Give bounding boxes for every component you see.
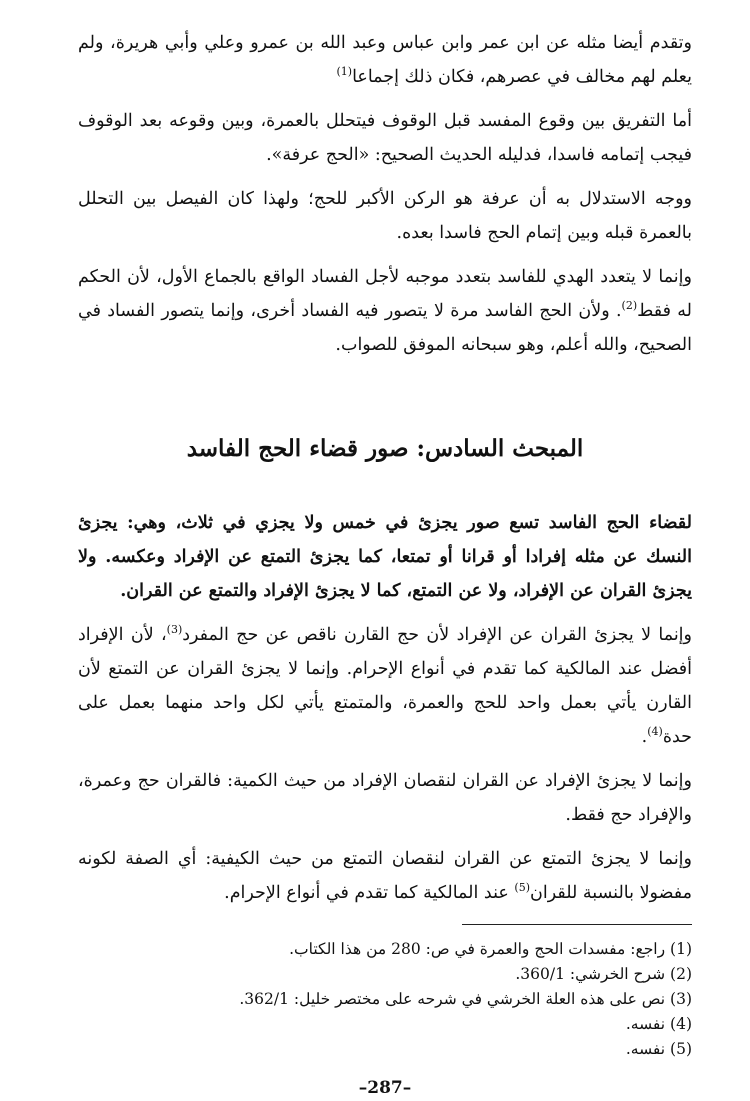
section-heading: المبحث السادس: صور قضاء الحج الفاسد: [186, 435, 584, 462]
footnote-4: (4) نفسه.: [625, 1015, 692, 1033]
paragraph-summary-bold: لقضاء الحج الفاسد تسع صور يجزئ في خمس ولا يجزي في ثلاث، وهي: يجزئ النسك عن مثله إفرادا أو قرانا أو تمتعا، كما يجزئ التمتع عن الإفراد وعكسه. ولا يجزئ القران عن الإفراد، ولا عن التمتع، كما لا يجزئ الإفراد والتمتع عن القران.: [78, 513, 692, 601]
paragraph-istidlal: ووجه الاستدلال به أن عرفة هو الركن الأكبر للحج؛ ولهذا كان الفيصل بين التحلل بالعمرة قبله وبين إتمام الحج فاسدا بعده.: [78, 189, 692, 243]
paragraph-ijma: وتقدم أيضا مثله عن ابن عمر وابن عباس وعبد الله بن عمرو وعلي وأبي هريرة، ولم يعلم لهم مخالف في عصرهم، فكان ذلك إجماعا$^{(1)}$: [78, 33, 692, 87]
footnote-divider: [462, 924, 692, 925]
paragraph-ifrad-qiran: وإنما لا يجزئ الإفراد عن القران لنقصان الإفراد من حيث الكمية: فالقران حج وعمرة، والإفراد حج فقط.: [78, 771, 692, 825]
paragraph-tafriq: أما التفريق بين وقوع المفسد قبل الوقوف فيتحلل بالعمرة، وبين وقوعه بعد الوقوف فيجب إتمامه فاسدا، فدليله الحديث الصحيح: «الحج عرفة».: [78, 111, 692, 165]
footnote-3: (3) نص على هذه العلة الخرشي في شرحه على مختصر خليل: 362/1.: [239, 990, 692, 1008]
paragraph-hady: وإنما لا يتعدد الهدي للفاسد بتعدد موجبه لأجل الفساد الواقع بالجماع الأول، لأن الحكم له فقط$^{(2)}$. ولأن الحج الفاسد مرة لا يتصور فيه الفساد أخرى، وإنما يتصور الفساد في الصحيح، والله أعلم، وهو سبحانه الموفق للصواب.: [78, 267, 692, 355]
page-number: –287–: [358, 1078, 412, 1098]
footnote-2: (2) شرح الخرشي: 360/1.: [515, 965, 692, 983]
paragraph-qiran-ifrad: وإنما لا يجزئ القران عن الإفراد لأن حج القارن ناقص عن حج المفرد$^{(3)}$، لأن الإفراد أفضل عند المالكية كما تقدم في أنواع الإحرام. وإنما لا يجزئ القران عن التمتع لأن القارن يأتي بعمل واحد للحج والعمرة، والمتمتع يأتي لكل واحد منهما بعمل على حدة$^{(4)}$.: [78, 623, 692, 747]
top-section: [78, 26, 692, 362]
paragraph-tamattu-qiran: وإنما لا يجزئ التمتع عن القران لنقصان التمتع من حيث الكيفية: أي الصفة لكونه مفضولا بالنسبة للقران$^{(5)}$ عند المالكية كما تقدم في أنواع الإحرام.: [78, 849, 692, 903]
footnote-ref-2[interactable]: (2): [621, 299, 638, 313]
footnote-ref-1[interactable]: (1): [336, 65, 353, 79]
footnote-ref-5[interactable]: (5): [514, 881, 530, 895]
bottom-section: [78, 618, 692, 910]
footnote-ref-3[interactable]: (3): [166, 623, 183, 637]
footnote-5: (5) نفسه.: [625, 1040, 692, 1058]
footnote-ref-4[interactable]: (4): [647, 725, 663, 739]
footnote-1: (1) راجع: مفسدات الحج والعمرة في ص: 280 من هذا الكتاب.: [289, 940, 692, 958]
footnotes-list: [78, 937, 692, 1062]
